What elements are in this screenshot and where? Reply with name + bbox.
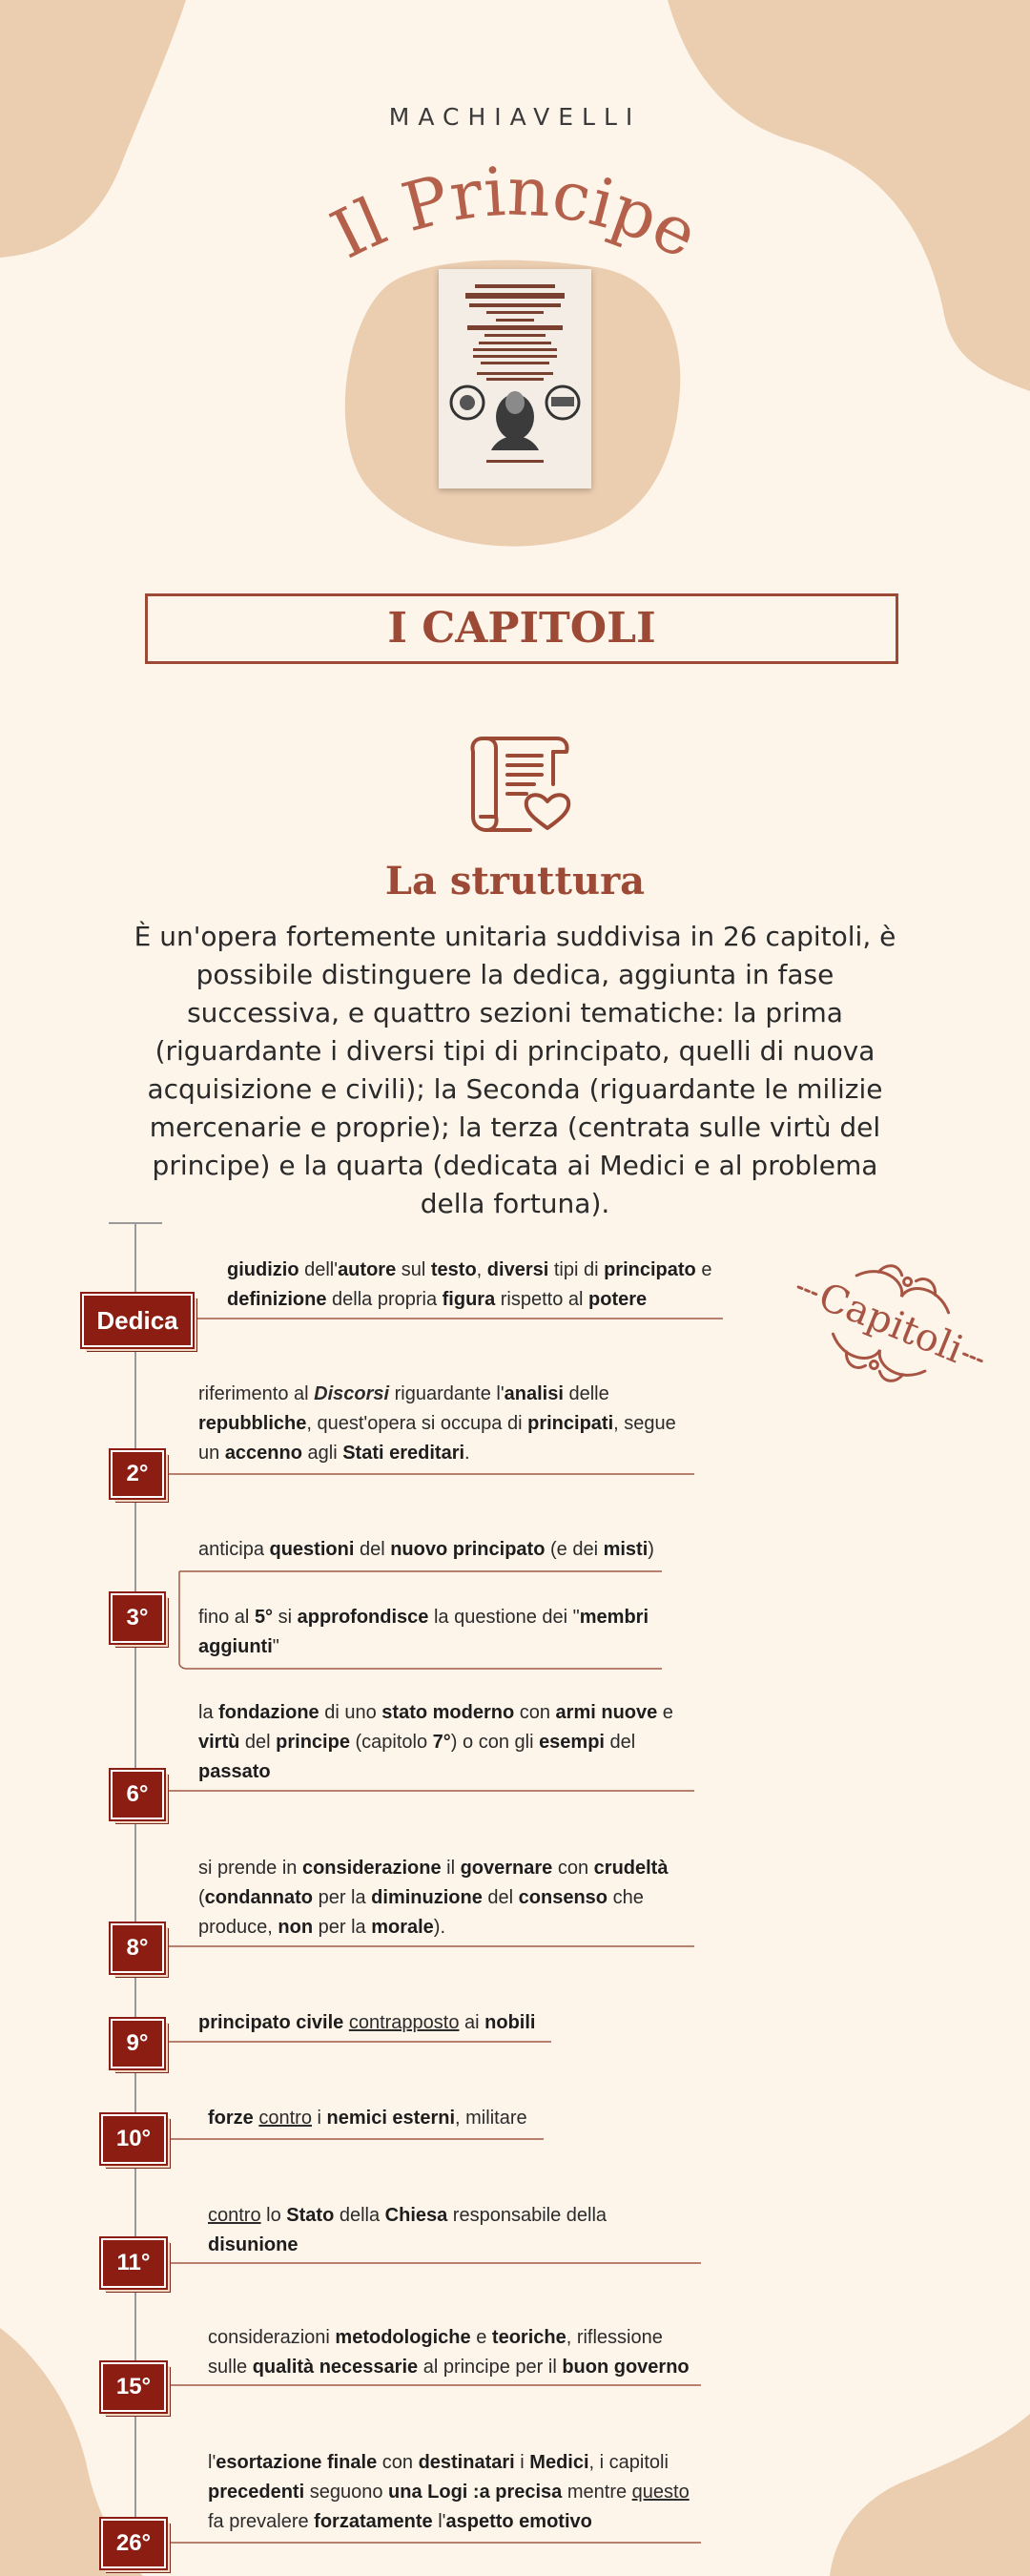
- chapter-badge: 9°: [111, 2019, 164, 2068]
- author-name: MACHIAVELLI: [388, 103, 642, 131]
- book-cover-image: [439, 269, 591, 488]
- scroll-heart-icon: [458, 725, 572, 840]
- chapters-heading: I CAPITOLI: [145, 593, 898, 664]
- chapter-description: fino al 5° si approfondisce la questione dei "membri aggiunti": [198, 1607, 649, 1657]
- chapter-badge: 26°: [101, 2519, 166, 2568]
- chapter-badge: 10°: [101, 2114, 166, 2164]
- chapter-description: si prende in considerazione il governare con crudeltà (condannato per la diminuzione del consenso che produce, non per la morale).: [198, 1858, 669, 1938]
- chapter-description: la fondazione di uno stato moderno con armi nuove e virtù del principe (capitolo 7°) o con gli esempi del passato: [198, 1702, 673, 1782]
- chapter-description: l'esortazione finale con destinatari i Medici, i capitoli precedenti seguono una Logi :a precisa mentre questo fa prevalere forzatamente l'aspetto emotivo: [208, 2452, 690, 2532]
- stamp-label: Capitoli: [812, 1274, 970, 1373]
- chapter-badge: 15°: [101, 2362, 166, 2412]
- chapter-description: anticipa questioni del nuovo principato (e dei misti): [198, 1539, 654, 1560]
- chapter-badge: Dedica: [82, 1294, 193, 1347]
- chapter-description: principato civile contrapposto ai nobili: [198, 2012, 536, 2033]
- chapter-description: giudizio dell'autore sul testo, diversi tipi di principato e definizione della propria figura rispetto al potere: [227, 1259, 712, 1310]
- capitoli-stamp: [784, 1242, 999, 1404]
- chapter-description: contro lo Stato della Chiesa responsabile della disunione: [208, 2205, 608, 2255]
- chapter-badge: 6°: [111, 1770, 164, 1819]
- chapter-badge: 2°: [111, 1450, 164, 1498]
- chapter-description: considerazioni metodologiche e teoriche, riflessione sulle qualità necessarie al principe per il buon governo: [208, 2327, 690, 2378]
- chapter-badge: 8°: [111, 1923, 164, 1973]
- chapter-badge: 11°: [101, 2238, 166, 2288]
- chapter-badge: 3°: [111, 1593, 164, 1643]
- svg-text:Il Principe: [319, 152, 710, 274]
- structure-text: È un'opera fortemente unitaria suddivisa in 26 capitoli, è possibile distinguere la dedica, aggiunta in fase successiva, e quattro sezioni tematiche: la prima (riguardante i diversi tipi di principato, quelli di nuova acquisizione e civili); la Seconda (riguardante le milizie mercenarie e proprie); la terza (centrata sulle virtù del principe) e la quarta (dedicata ai Medici e al problema della fortuna).: [134, 921, 896, 1219]
- chapter-description: forze contro i nemici esterni, militare: [208, 2108, 527, 2129]
- structure-title: La struttura: [384, 859, 646, 904]
- title-text: Il Principe: [319, 152, 711, 275]
- chapter-description: riferimento al Discorsi riguardante l'analisi delle repubbliche, quest'opera si occupa di principati, segue un accenno agli Stati ereditari.: [198, 1383, 676, 1464]
